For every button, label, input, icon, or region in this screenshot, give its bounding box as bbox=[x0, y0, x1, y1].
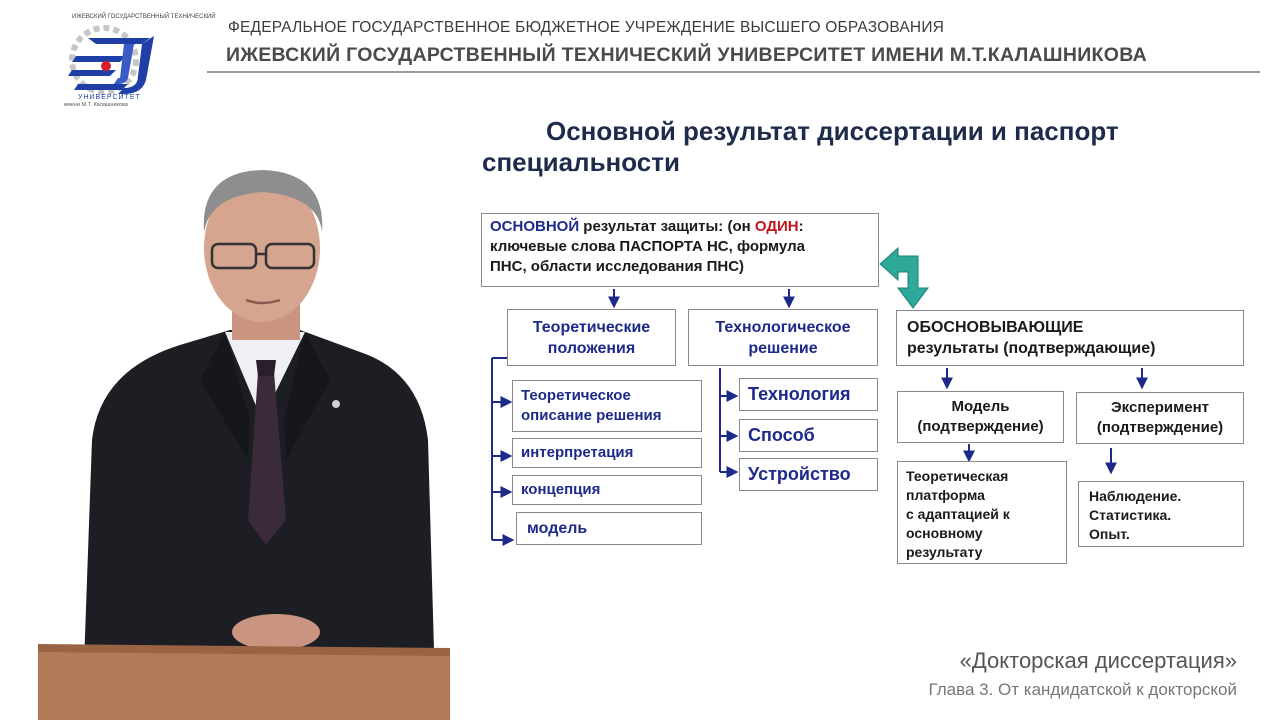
theory-item-model: модель bbox=[516, 512, 702, 545]
main-result-box: ОСНОВНОЙ результат защиты: (он ОДИН: ключевые слова ПАСПОРТА НС, формула ПНС, области исследования ПНС) bbox=[481, 213, 879, 287]
theory-item-description: Теоретическое описание решения bbox=[512, 380, 702, 432]
main-result-line3: ПНС, области исследования ПНС) bbox=[490, 258, 745, 275]
slide-title-line1: Основной результат диссертации и паспорт bbox=[546, 116, 1119, 146]
tech-item-method: Способ bbox=[739, 419, 878, 452]
header-university-name: ИЖЕВСКИЙ ГОСУДАРСТВЕННЫЙ ТЕХНИЧЕСКИЙ УНИВЕРСИТЕТ ИМЕНИ М.Т.КАЛАШНИКОВА bbox=[226, 44, 1147, 66]
theory-item-concept: концепция bbox=[512, 475, 702, 505]
header-organization-type: ФЕДЕРАЛЬНОЕ ГОСУДАРСТВЕННОЕ БЮДЖЕТНОЕ УЧРЕЖДЕНИЕ ВЫСШЕГО ОБРАЗОВАНИЯ bbox=[228, 19, 945, 36]
theory-header-box: Теоретические положения bbox=[507, 309, 676, 366]
teal-link-arrow bbox=[880, 248, 928, 308]
theory-item-interpretation: интерпретация bbox=[512, 438, 702, 468]
tech-header-box: Технологическое решение bbox=[688, 309, 878, 366]
model-confirmation-box: Модель (подтверждение) bbox=[897, 391, 1064, 443]
tech-item-device: Устройство bbox=[739, 458, 878, 491]
logo-name-text: имени М.Т. Калашникова bbox=[64, 102, 128, 108]
logo-bottom-text: УНИВЕРСИТЕТ bbox=[78, 94, 141, 101]
main-result-one: ОДИН bbox=[754, 218, 799, 235]
observation-box: Наблюдение. Статистика. Опыт. bbox=[1078, 481, 1244, 547]
experiment-confirmation-box: Эксперимент (подтверждение) bbox=[1076, 392, 1244, 444]
theoretical-platform-box: Теоретическая платформа с адаптацией к основному результату bbox=[897, 461, 1067, 564]
slide-title-line2: специальности bbox=[482, 147, 680, 177]
logo-arc-text: ИЖЕВСКИЙ ГОСУДАРСТВЕННЫЙ ТЕХНИЧЕСКИЙ bbox=[72, 14, 216, 20]
course-title: «Докторская диссертация» bbox=[959, 648, 1237, 673]
substantiating-box: ОБОСНОВЫВАЮЩИЕ результаты (подтверждающие) bbox=[896, 310, 1244, 366]
main-result-keyword: ОСНОВНОЙ bbox=[490, 218, 580, 235]
tech-item-technology: Технология bbox=[739, 378, 878, 411]
chapter-subtitle: Глава 3. От кандидатской к докторской bbox=[928, 680, 1237, 699]
main-result-line2: ключевые слова ПАСПОРТА НС, формула bbox=[490, 238, 805, 255]
